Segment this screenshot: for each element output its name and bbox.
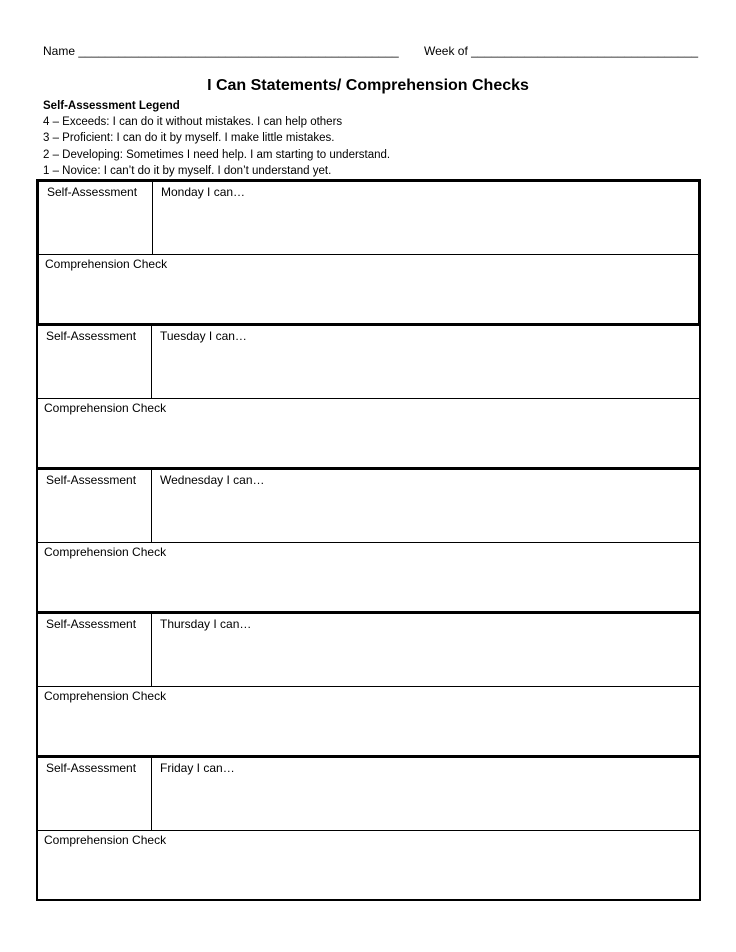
tuesday-i-can-cell[interactable]: Tuesday I can… <box>160 329 247 343</box>
friday-comprehension-check-cell[interactable]: Comprehension Check <box>44 833 167 847</box>
self-assessment-legend <box>43 98 390 179</box>
friday-block <box>36 756 701 901</box>
friday-top-row <box>38 758 699 831</box>
daily-blocks <box>36 179 701 900</box>
tuesday-comprehension-check-cell[interactable]: Comprehension Check <box>44 401 167 415</box>
monday-self-assessment-cell[interactable]: Self-Assessment <box>39 182 153 254</box>
thursday-block <box>36 612 701 757</box>
legend-heading: Self-Assessment Legend <box>43 100 180 112</box>
monday-comprehension-check-cell[interactable]: Comprehension Check <box>45 257 168 271</box>
thursday-comprehension-check-cell[interactable]: Comprehension Check <box>44 689 167 703</box>
monday-top-row <box>39 182 698 255</box>
thursday-i-can-cell[interactable]: Thursday I can… <box>160 617 252 631</box>
thursday-top-row <box>38 614 699 687</box>
wednesday-top-row <box>38 470 699 543</box>
thursday-self-assessment-cell[interactable]: Self-Assessment <box>38 614 152 686</box>
week-of-line[interactable]: Week of __________________________________ <box>424 44 699 58</box>
wednesday-comprehension-check-cell[interactable]: Comprehension Check <box>44 545 167 559</box>
monday-i-can-cell[interactable]: Monday I can… <box>161 185 246 199</box>
friday-i-can-cell[interactable]: Friday I can… <box>160 761 235 775</box>
wednesday-self-assessment-cell[interactable]: Self-Assessment <box>38 470 152 542</box>
page-title: I Can Statements/ Comprehension Checks <box>207 77 529 94</box>
legend-item-exceeds: 4 – Exceeds: I can do it without mistakes. I can help others <box>43 116 343 129</box>
tuesday-block <box>36 324 701 469</box>
legend-item-novice: 1 – Novice: I can’t do it by myself. I don’t understand yet. <box>43 164 332 177</box>
tuesday-top-row <box>38 326 699 399</box>
name-line[interactable]: Name ________________________________________________ <box>43 44 399 58</box>
tuesday-self-assessment-cell[interactable]: Self-Assessment <box>38 326 152 398</box>
wednesday-i-can-cell[interactable]: Wednesday I can… <box>160 473 265 487</box>
wednesday-block <box>36 468 701 613</box>
friday-self-assessment-cell[interactable]: Self-Assessment <box>38 758 152 830</box>
monday-block <box>36 179 701 326</box>
legend-item-proficient: 3 – Proficient: I can do it by myself. I make little mistakes. <box>43 132 335 145</box>
legend-item-developing: 2 – Developing: Sometimes I need help. I am starting to understand. <box>43 148 391 161</box>
